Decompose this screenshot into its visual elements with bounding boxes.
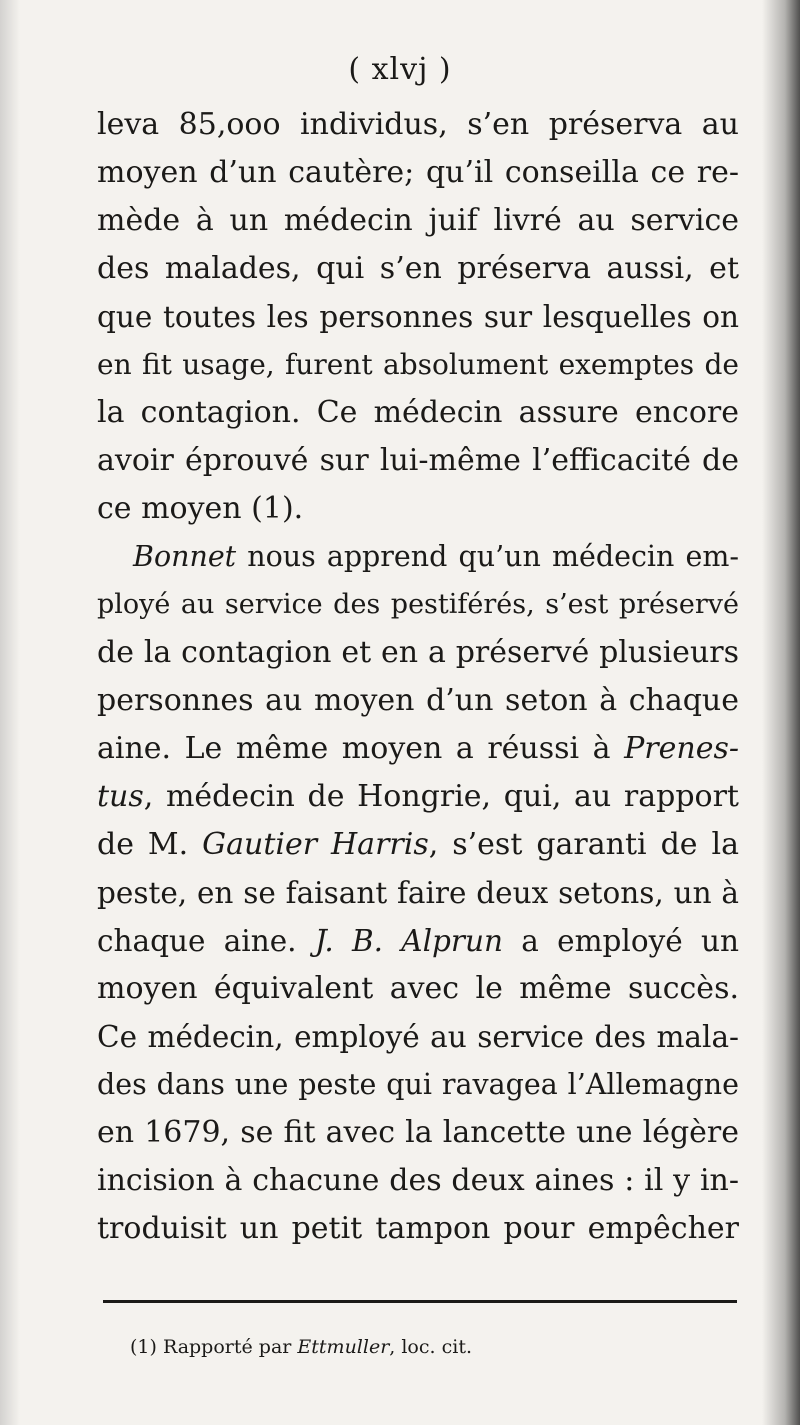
text-line: leva 85,ooo individus, s’en préserva au	[97, 107, 739, 142]
footnote: (1) Rapporté par Ettmuller, loc. cit.	[130, 1336, 472, 1358]
text-line: troduisit un petit tampon pour empêcher	[97, 1211, 739, 1246]
text-line: moyen d’un cautère; qu’il conseilla ce re-	[97, 155, 739, 190]
text-line: ployé au service des pestiférés, s’est préservé	[97, 589, 739, 620]
author-name: Bonnet	[133, 540, 237, 573]
author-name: Gautier Harris	[202, 827, 429, 862]
text-line: des dans une peste qui ravagea l’Allemagne	[97, 1068, 739, 1101]
text-line: aine. Le même moyen a réussi à Prenes-	[97, 731, 739, 766]
page-number-header: ( xlvj )	[348, 52, 452, 87]
text-line: des malades, qui s’en préserva aussi, et	[97, 251, 739, 286]
text-line: en 1679, se fit avec la lancette une légère	[97, 1115, 739, 1150]
text-line: Bonnet nous apprend qu’un médecin em-	[133, 540, 739, 573]
text-line: chaque aine. J. B. Alprun a employé un	[97, 924, 739, 958]
text-line: ce moyen (1).	[97, 491, 304, 526]
author-name: Prenes-	[624, 731, 739, 766]
text-line: avoir éprouvé sur lui-même l’efficacité de	[97, 443, 739, 478]
page-gutter-shade	[0, 0, 20, 1425]
text-line: que toutes les personnes sur lesquelles on	[97, 300, 739, 334]
page-edge-shadow	[762, 0, 800, 1425]
text-line: de la contagion et en a préservé plusieurs	[97, 635, 739, 670]
text-line: mède à un médecin juif livré au service	[97, 203, 739, 238]
footnote-divider	[103, 1300, 737, 1303]
text-line: la contagion. Ce médecin assure encore	[97, 395, 739, 430]
text-line: peste, en se faisant faire deux setons, un à	[97, 876, 739, 910]
footnote-author: Ettmuller	[297, 1336, 390, 1358]
text-line: de M. Gautier Harris, s’est garanti de la	[97, 827, 739, 862]
text-line: en fit usage, furent absolument exemptes de	[97, 348, 739, 381]
text-line: personnes au moyen d’un seton à chaque	[97, 683, 739, 718]
text-line: tus, médecin de Hongrie, qui, au rapport	[97, 779, 739, 814]
author-name: J. B. Alprun	[314, 924, 504, 958]
text-line: incision à chacune des deux aines : il y in-	[97, 1163, 739, 1198]
author-name: tus	[97, 779, 144, 814]
text-line: moyen équivalent avec le même succès.	[97, 971, 739, 1006]
body-text	[97, 101, 739, 1253]
text-line: Ce médecin, employé au service des mala-	[97, 1020, 739, 1054]
